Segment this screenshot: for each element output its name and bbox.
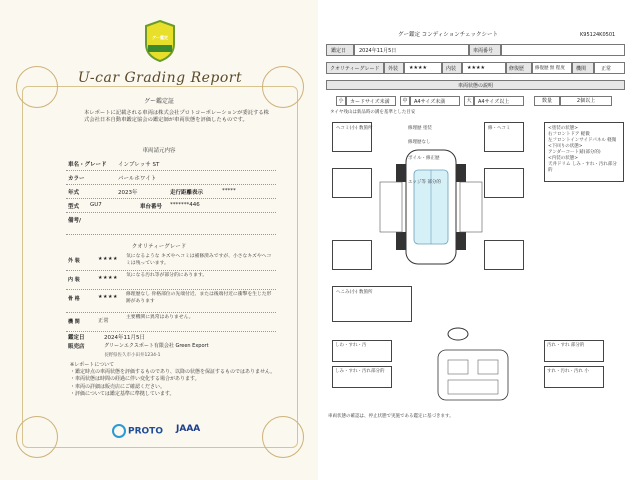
size-medium-cell	[400, 96, 410, 106]
quality-row-exterior	[66, 252, 276, 271]
grade-label: 内装	[446, 66, 457, 72]
size-desc: A4サイズ未満	[414, 99, 446, 105]
grade-exterior-label-cell	[384, 62, 404, 74]
panel-box	[332, 168, 372, 198]
count-value-cell	[560, 96, 612, 106]
quality-row-interior	[66, 271, 276, 290]
row-value: パールホワイト	[118, 176, 157, 182]
grade-interior-label-cell	[442, 62, 462, 74]
grade-value: ★★★★	[409, 65, 427, 71]
note-item: ・評価については鑑定基準に準拠しています。	[70, 390, 175, 397]
quality-row-engine	[66, 313, 276, 332]
logo-proto-text: PROTO	[128, 426, 163, 437]
side-note: 右フロントドア 軽微	[548, 132, 590, 137]
size-large-desc	[474, 96, 524, 106]
row-label: 車台番号	[140, 204, 163, 210]
side-note: アンダーコート錆(部分的)	[548, 150, 601, 155]
size-small-cell	[336, 96, 346, 106]
inspection-date: 2024年11月5日	[104, 335, 145, 341]
store-address: 長野県佐久市小田井1234-1	[104, 353, 161, 358]
grade-desc: 主要機関に異常はありません。	[126, 315, 194, 320]
notes-block	[70, 362, 280, 398]
size-medium-desc	[410, 96, 460, 106]
interior-note: しみ・すれ・汚れ部分的	[335, 369, 385, 374]
grade-value: ★★★★	[467, 65, 485, 71]
size-desc: カードサイズ未満	[350, 99, 390, 105]
vehicle-row-year	[66, 186, 276, 199]
size-label: 小	[338, 98, 344, 104]
notes-title: ※レポートについて	[70, 362, 115, 368]
logo-jaaa	[176, 424, 200, 434]
size-large-cell	[464, 96, 474, 106]
date-cell	[354, 44, 469, 56]
quality-label-cell	[326, 62, 384, 74]
grade-repair-label-cell	[506, 62, 532, 74]
interior-note-box	[544, 366, 604, 388]
grade-interior-cell	[462, 62, 506, 74]
panel-box	[484, 240, 524, 270]
sheet-title: グー鑑定 コンディションチェックシート	[398, 32, 499, 38]
tire-note: タイヤ残山は新品時の溝を基準とした目安	[330, 110, 416, 115]
vehicle-number-label: 車両番号	[473, 48, 494, 54]
sheet-number: K95124K0501	[580, 32, 616, 38]
row-label: 車名・グレード	[68, 162, 107, 168]
grading-certificate	[0, 0, 318, 480]
grade-desc: 気になる汚れ等が部分的にあります。	[126, 273, 208, 278]
annotation: エッジ等 部分的	[408, 180, 441, 185]
logo-jaaa-text: JAAA	[176, 424, 201, 434]
row-value: *******446	[170, 202, 200, 208]
interior-note: すれ・汚れ・汚れ 小	[547, 369, 589, 374]
note-item: ・車両状態は時間の経過に伴い変化する場合があります。	[70, 376, 200, 383]
grade-engine-cell	[594, 62, 625, 74]
annotation: ヘコミ(小) 数箇所	[336, 126, 373, 131]
side-note: 左フロントインサイドパネル 軽微	[548, 138, 617, 143]
grade-stars: 正常	[98, 318, 110, 324]
count-value: 2個以上	[576, 98, 596, 104]
row-label: 型式	[68, 204, 80, 210]
side-note: <内装の状態>	[548, 156, 579, 161]
side-note: <塗装の状態>	[548, 126, 579, 131]
side-notes-box	[544, 122, 624, 182]
grade-label: 機関	[576, 66, 587, 72]
size-small-desc	[346, 96, 396, 106]
side-note: 天井ドリム しみ・すれ・汚れ部分的	[548, 162, 617, 173]
grade-label: 外装	[388, 66, 399, 72]
grade-value: 修復歴 無 程度	[535, 66, 565, 71]
row-label: 内 装	[68, 277, 80, 283]
ornament-bottom-right	[262, 416, 304, 458]
grade-stars: ★★★★	[98, 275, 118, 281]
grade-stars: ★★★★	[98, 256, 118, 262]
panel-box	[484, 168, 524, 198]
vehicle-state-title-cell	[326, 80, 625, 90]
panel-box	[332, 240, 372, 270]
interior-note: しわ・すれ・汚	[335, 343, 367, 348]
goo-badge-icon	[143, 20, 177, 62]
proto-logo-icon	[112, 424, 126, 438]
store-name: グリーンエクスポート有限会社 Green Export	[104, 343, 209, 349]
vehicle-row-name	[66, 158, 276, 171]
row-value: インプレッサ ST	[118, 162, 160, 168]
interior-note-box	[544, 340, 604, 362]
badge-label: グー鑑定	[152, 35, 168, 40]
row-label: カラー	[68, 176, 85, 182]
vehicle-number-cell	[501, 44, 625, 56]
quality-label: クオリティーグレード	[330, 66, 380, 72]
sheet-footer: 車両状態の確認は、停止状態で実施である鑑定に基づきます。	[328, 414, 454, 419]
inspection-date-label: 鑑定日	[68, 335, 85, 341]
note-item: ・鑑定時点の車両状態を評価するものであり、以降の状態を保証するものではありません。	[70, 369, 276, 376]
date-label-cell	[326, 44, 354, 56]
size-label: 中	[402, 98, 408, 104]
grade-repair-cell	[532, 62, 572, 74]
car-interior-diagram	[418, 320, 528, 410]
interior-note: 汚れ・すれ 部分的	[547, 343, 585, 348]
grade-value: 正常	[601, 66, 612, 72]
logo-proto	[112, 424, 163, 438]
condition-check-sheet	[318, 0, 640, 480]
row-label: 骨 格	[68, 296, 80, 302]
grade-exterior-cell	[404, 62, 442, 74]
row-value: GU7	[90, 202, 102, 208]
grade-desc: 気になるような キズやヘコミは補修済みですが、小さなキズやヘコミは残っています。	[126, 254, 272, 266]
vehicle-number-label-cell	[469, 44, 501, 56]
interior-note-box	[332, 340, 392, 362]
certificate-title: U-car Grading Report	[77, 70, 243, 86]
store-label: 販売店	[68, 344, 85, 350]
count-label-cell	[534, 96, 560, 106]
row-label: 年式	[68, 190, 80, 196]
size-desc: A4サイズ以上	[478, 99, 510, 105]
annotation: へこみ(小) 数箇所	[336, 290, 373, 295]
vehicle-row-model	[66, 200, 276, 213]
row-label: 備考/	[68, 218, 82, 224]
ornament-bottom-left	[16, 416, 58, 458]
count-label: 数量	[541, 98, 552, 104]
grade-desc: 修理歴なし 骨格部位の先端付近、または後端付近に衝撃を生じた形跡があります	[126, 292, 272, 304]
date-value: 2024年11月5日	[359, 48, 397, 54]
annotation: 修・ヘコミ	[488, 126, 511, 131]
interior-note-box	[332, 366, 392, 388]
row-label: 外 装	[68, 258, 80, 264]
row-label: 走行距離表示	[170, 190, 204, 196]
note-item: ・車両の詳細は販売店にご確認ください。	[70, 383, 166, 390]
annotation: ボイル・修正歴	[408, 156, 440, 161]
grade-label: 修復歴	[509, 66, 525, 72]
row-value: 2023年	[118, 190, 138, 196]
row-label: 機 関	[68, 319, 80, 325]
annotation: 修理歴なし	[408, 140, 431, 145]
certificate-subtitle: グー鑑定証	[143, 98, 174, 105]
date-label: 鑑定日	[331, 48, 347, 54]
size-label: 大	[466, 98, 472, 104]
grade-stars: ★★★★	[98, 294, 118, 300]
vehicle-row-notes	[66, 214, 276, 235]
side-note: <下回りの状態>	[548, 144, 583, 149]
grade-engine-label-cell	[572, 62, 594, 74]
vehicle-row-color	[66, 172, 276, 185]
certificate-intro: 本レポートに記載される車両は株式会社プロトコーポレーションが委託する株式会社日本自動車鑑定協会の鑑定師が車両状態を評価したものです。	[84, 110, 269, 124]
row-value: *****	[222, 188, 236, 194]
vehicle-section-title: 車両請元内容	[142, 148, 176, 154]
quality-row-frame	[66, 290, 276, 313]
vehicle-state-title: 車両状態の説明	[457, 83, 493, 89]
quality-section-title: クオリティーグレード	[131, 244, 187, 250]
annotation: 修理歴 塗装	[408, 126, 432, 131]
